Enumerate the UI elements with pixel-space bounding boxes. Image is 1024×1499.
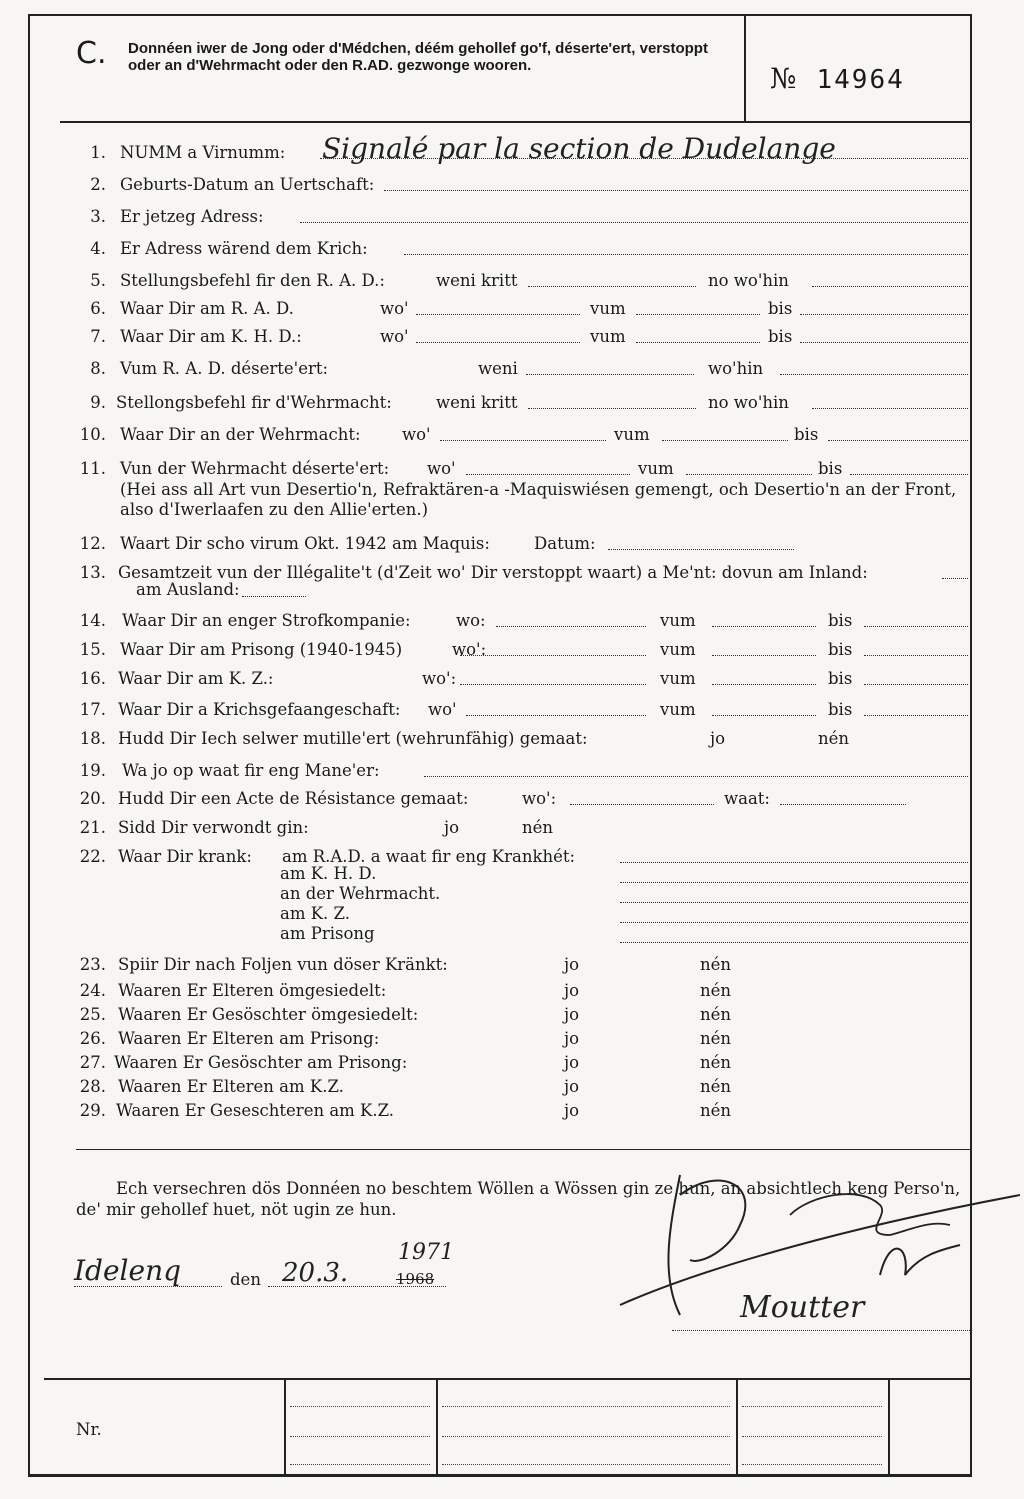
fill-in-line	[416, 328, 580, 343]
field-label: nén	[700, 955, 732, 974]
field-number: 8.	[90, 359, 106, 378]
fill-in-line	[686, 460, 812, 475]
fill-in-line	[242, 582, 306, 597]
fill-in-line	[712, 670, 816, 685]
fill-in-line	[620, 848, 968, 863]
field-label: Stellungsbefehl fir den R. A. D.:	[120, 271, 385, 290]
field-number: 7.	[90, 327, 106, 346]
field-label: jo	[564, 1005, 580, 1024]
form-number	[770, 62, 905, 95]
form-field-row	[0, 206, 1024, 228]
form-field-row	[0, 1052, 1024, 1074]
fill-in-line	[466, 460, 630, 475]
field-label: Waaren Er Elteren am Prisong:	[118, 1029, 380, 1048]
field-label: bis	[818, 459, 843, 478]
field-label: NUMM a Virnumm:	[120, 143, 286, 162]
field-number: 24.	[79, 981, 106, 1000]
field-label: jo	[564, 955, 580, 974]
field-label: Waar Dir an der Wehrmacht:	[120, 425, 361, 444]
form-field-row	[0, 298, 1024, 320]
field-number: 15.	[79, 640, 106, 659]
fill-in-line	[466, 701, 646, 716]
field-label: nén	[700, 1005, 732, 1024]
fill-in-line	[662, 426, 788, 441]
field-label: bis	[828, 640, 853, 659]
form-field-row	[0, 954, 1024, 976]
field-label: wo:	[456, 611, 486, 630]
field-number: 29.	[79, 1101, 106, 1120]
field-label: Vum R. A. D. déserte'ert:	[120, 359, 329, 378]
place-dots	[74, 1272, 222, 1287]
form-field-row	[0, 760, 1024, 782]
field-number: 16.	[79, 669, 106, 688]
field-label: bis	[794, 425, 819, 444]
fill-in-line	[384, 176, 968, 191]
field-label: wo':	[522, 789, 557, 808]
field-label: vum	[660, 669, 696, 688]
form-field-row	[0, 1076, 1024, 1098]
field-label: Waaren Er Elteren am K.Z.	[118, 1077, 344, 1096]
fill-in-line	[942, 564, 968, 579]
sub-label: am K. H. D.	[280, 864, 377, 883]
field-label: nén	[700, 1053, 732, 1072]
form-field-row	[0, 326, 1024, 348]
field-label: weni	[478, 359, 518, 378]
field-label: vum	[590, 299, 626, 318]
form-field-row	[0, 668, 1024, 690]
year-handwritten: 1971	[398, 1240, 454, 1265]
field-number: 10.	[79, 425, 106, 444]
field-label: wo'	[380, 299, 409, 318]
field-number: 4.	[90, 239, 106, 258]
footer-cell	[290, 1420, 430, 1437]
form-field-row	[0, 817, 1024, 839]
field-number: 11.	[79, 459, 106, 478]
field-label: wo'	[402, 425, 431, 444]
form-field-row	[0, 358, 1024, 380]
field-label: bis	[828, 611, 853, 630]
den-label: den	[230, 1270, 261, 1289]
fill-in-line	[864, 670, 968, 685]
field-label: Waart Dir scho virum Okt. 1942 am Maquis:	[120, 534, 490, 553]
fill-in-line	[300, 208, 968, 223]
field-number: 6.	[90, 299, 106, 318]
number-sign: №	[770, 62, 799, 95]
fill-in-line	[460, 641, 646, 656]
fill-in-line	[828, 426, 968, 441]
fill-in-line	[496, 612, 646, 627]
fill-in-line	[620, 908, 968, 923]
field-label: nén	[700, 981, 732, 1000]
field-label: jo	[710, 729, 726, 748]
fill-in-line	[424, 762, 968, 777]
fill-in-line	[800, 328, 968, 343]
field-label: Vun der Wehrmacht déserte'ert:	[120, 459, 390, 478]
field-label: vum	[614, 425, 650, 444]
field-label: Waar Dir am K. H. D.:	[120, 327, 302, 346]
field-label: nén	[700, 1101, 732, 1120]
field-number: 25.	[79, 1005, 106, 1024]
field-label: bis	[828, 700, 853, 719]
footer-cell	[290, 1390, 430, 1407]
field-label: wo'	[427, 459, 456, 478]
header-bottom-rule	[60, 121, 972, 123]
form-number-value: 14964	[816, 65, 905, 95]
fill-in-line	[620, 888, 968, 903]
field-note: am Ausland:	[136, 580, 240, 599]
form-field-row	[0, 1004, 1024, 1026]
field-number: 27.	[79, 1053, 106, 1072]
fill-in-line	[620, 928, 968, 943]
field-number: 19.	[79, 761, 106, 780]
fill-in-line	[812, 394, 968, 409]
form-field-row	[0, 846, 1024, 868]
field-label: Waaren Er Geseschteren am K.Z.	[116, 1101, 395, 1120]
field-number: 5.	[90, 271, 106, 290]
footer-col-3	[736, 1380, 738, 1476]
field-label: nén	[522, 818, 554, 837]
field-label: vum	[660, 700, 696, 719]
form-field-row	[0, 788, 1024, 810]
field-note: (Hei ass all Art vun Desertio'n, Refraktären-a -Maquiswiésen gemengt, och Desertio'n an der Front, also d'Iwerlaafen zu den Allie'erten.)	[120, 480, 957, 519]
field-label: Hudd Dir een Acte de Résistance gemaat:	[118, 789, 469, 808]
fill-in-line	[636, 300, 760, 315]
field-label: wo'	[380, 327, 409, 346]
field-label: nén	[818, 729, 850, 748]
field-label: bis	[768, 327, 793, 346]
field-label: Sidd Dir verwondt gin:	[118, 818, 309, 837]
field-label: nén	[700, 1029, 732, 1048]
form-field-row	[0, 699, 1024, 721]
field-number: 22.	[79, 847, 106, 866]
sub-label: am K. Z.	[280, 904, 350, 923]
field-label: waat:	[724, 789, 770, 808]
fill-in-line	[864, 612, 968, 627]
form-letter: C.	[76, 36, 107, 71]
field-label: vum	[660, 611, 696, 630]
field-label: no wo'hin	[708, 393, 789, 412]
field-label: wo':	[452, 640, 487, 659]
footer-col-1	[284, 1380, 286, 1476]
header-divider	[744, 16, 746, 122]
fill-in-line	[780, 360, 968, 375]
fill-in-line	[570, 790, 714, 805]
fill-in-line	[620, 868, 968, 883]
form-field-row	[0, 728, 1024, 750]
field-label: Waar Dir am Prisong (1940-1945)	[120, 640, 403, 659]
fill-in-line	[528, 394, 696, 409]
field-label: bis	[768, 299, 793, 318]
frame-top	[28, 14, 972, 16]
field-label: jo	[564, 1053, 580, 1072]
footer-cell	[742, 1448, 882, 1465]
field-number: 13.	[79, 563, 106, 582]
field-label: wo'	[428, 700, 457, 719]
fill-in-line	[864, 641, 968, 656]
fill-in-line	[528, 272, 696, 287]
field-number: 12.	[79, 534, 106, 553]
fill-in-line	[864, 701, 968, 716]
fill-in-line	[812, 272, 968, 287]
field-label: Waar Dir am R. A. D.	[120, 299, 294, 318]
form-field-row	[0, 392, 1024, 414]
fill-in-line	[712, 612, 816, 627]
form-field-row	[0, 610, 1024, 632]
field-label: no wo'hin	[708, 271, 789, 290]
field-label: jo	[444, 818, 460, 837]
place-handwritten: Idelenq	[74, 1254, 182, 1287]
field-label: jo	[564, 1029, 580, 1048]
field-label: nén	[700, 1077, 732, 1096]
footer-top-rule	[44, 1378, 972, 1380]
footer-col-4	[888, 1380, 890, 1476]
sub-label: an der Wehrmacht.	[280, 884, 441, 903]
fill-in-line	[460, 670, 646, 685]
field-label: Waar Dir a Krichsgefaangeschaft:	[118, 700, 401, 719]
form-field-row	[0, 458, 1024, 480]
field-number: 26.	[79, 1029, 106, 1048]
frame-bottom	[28, 1474, 972, 1477]
fill-in-line	[800, 300, 968, 315]
field-label: Gesamtzeit vun der Illégalite't (d'Zeit wo' Dir verstoppt waart) a Me'nt: dovun am Inland:	[118, 563, 868, 582]
fill-in-line	[712, 701, 816, 716]
field-label: vum	[638, 459, 674, 478]
field-label: Waar Dir am K. Z.:	[118, 669, 274, 688]
field-label: Er Adress wärend dem Krich:	[120, 239, 368, 258]
field-label: Wa jo op waat fir eng Mane'er:	[122, 761, 380, 780]
fill-in-line	[404, 240, 968, 255]
field-label: Waar Dir krank:	[118, 847, 252, 866]
field-label: jo	[564, 1101, 580, 1120]
field-number: 20.	[79, 789, 106, 808]
form-field-row	[0, 980, 1024, 1002]
field-number: 9.	[90, 393, 106, 412]
field-label: vum	[660, 640, 696, 659]
footer-cell	[442, 1390, 730, 1407]
declaration-text: Ech versechren dös Donnéen no beschtem Wöllen a Wössen gin ze hun, an absichtlech keng Perso'n, de' mir gehollef huet, nöt ugin ze hun.	[76, 1179, 961, 1219]
field-label: Waaren Er Elteren ömgesiedelt:	[118, 981, 387, 1000]
footer-cell	[742, 1390, 882, 1407]
field-label: weni kritt	[436, 393, 518, 412]
field-number: 23.	[79, 955, 106, 974]
handwritten-entry: Signalé par la section de Dudelange	[322, 132, 836, 165]
field-label: Hudd Dir Iech selwer mutille'ert (wehrunfähig) gemaat:	[118, 729, 588, 748]
field-number: 18.	[79, 729, 106, 748]
form-header-text: Donnéen iwer de Jong oder d'Médchen, déém gehollef go'f, déserte'ert, verstoppt oder an d'Wehrmacht oder den R.AD. gezwonge wooren.	[128, 40, 708, 74]
fill-in-line	[526, 360, 694, 375]
footer-col-2	[436, 1380, 438, 1476]
field-label: Geburts-Datum an Uertschaft:	[120, 175, 375, 194]
field-label: weni kritt	[436, 271, 518, 290]
footer-cell	[442, 1448, 730, 1465]
form-field-row	[0, 238, 1024, 260]
field-number: 14.	[79, 611, 106, 630]
footer-nr-label: Nr.	[76, 1420, 102, 1439]
field-label: Datum:	[534, 534, 596, 553]
signature-text: Moutter	[740, 1290, 865, 1325]
field-label: Er jetzeg Adress:	[120, 207, 264, 226]
field-label: jo	[564, 981, 580, 1000]
form-field-row	[0, 639, 1024, 661]
fill-in-line	[712, 641, 816, 656]
field-label: bis	[828, 669, 853, 688]
field-label: Stellongsbefehl fir d'Wehrmacht:	[116, 393, 392, 412]
field-label: jo	[564, 1077, 580, 1096]
field-number: 3.	[90, 207, 106, 226]
sub-label: am Prisong	[280, 924, 375, 943]
form-field-row	[0, 174, 1024, 196]
form-field-row	[0, 424, 1024, 446]
fill-in-line	[608, 535, 794, 550]
field-number: 28.	[79, 1077, 106, 1096]
fill-in-line	[416, 300, 580, 315]
field-label: Spiir Dir nach Foljen vun döser Kränkt:	[118, 955, 448, 974]
field-number: 1.	[90, 143, 106, 162]
year-printed: 1968	[396, 1270, 435, 1288]
field-label: vum	[590, 327, 626, 346]
date-handwritten: 20.3.	[282, 1258, 349, 1288]
fill-in-line	[440, 426, 606, 441]
field-label: Waaren Er Gesöschter ömgesiedelt:	[118, 1005, 419, 1024]
form-field-row	[0, 1100, 1024, 1122]
field-label: wo':	[422, 669, 457, 688]
field-number: 21.	[79, 818, 106, 837]
form-field-row	[0, 270, 1024, 292]
field-number: 2.	[90, 175, 106, 194]
footer-cell	[290, 1448, 430, 1465]
declaration-rule	[76, 1149, 971, 1150]
field-label: wo'hin	[708, 359, 764, 378]
fill-in-line	[780, 790, 906, 805]
field-label: Waaren Er Gesöschter am Prisong:	[114, 1053, 408, 1072]
signature-dots	[672, 1316, 970, 1331]
form-field-row	[0, 1028, 1024, 1050]
fill-in-line	[636, 328, 760, 343]
fill-in-line	[850, 460, 968, 475]
footer-cell	[742, 1420, 882, 1437]
form-field-row	[0, 533, 1024, 555]
footer-cell	[442, 1420, 730, 1437]
field-number: 17.	[79, 700, 106, 719]
field-label: Waar Dir an enger Strofkompanie:	[122, 611, 411, 630]
field-label: am R.A.D. a waat fir eng Krankhét:	[282, 847, 576, 866]
